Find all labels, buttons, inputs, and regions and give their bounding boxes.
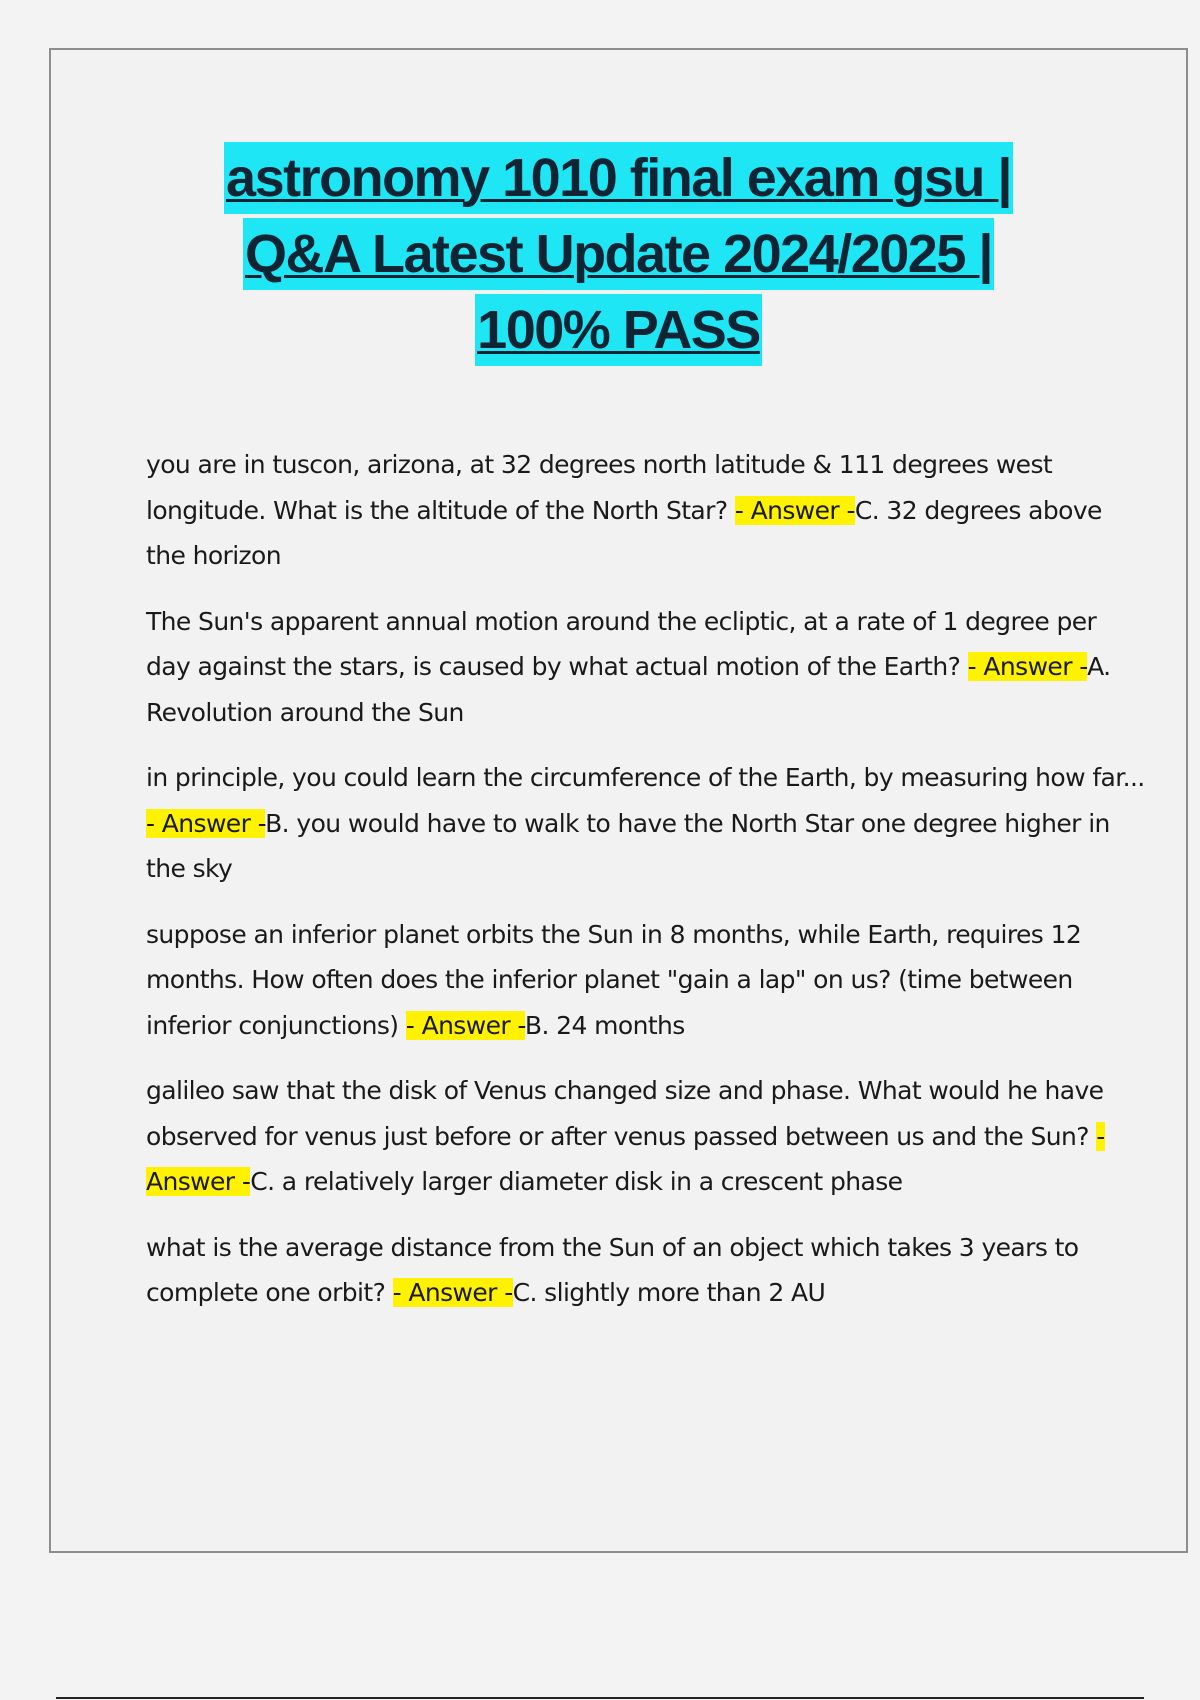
answer-text: A. Revolution around the Sun (146, 652, 1111, 727)
question-text: you are in tuscon, arizona, at 32 degrees north latitude & 111 degrees west longitude. What is the altitude of the North Star? (146, 450, 1053, 525)
answer-marker: - Answer - (405, 1010, 525, 1040)
title-line-1: astronomy 1010 final exam gsu | (224, 142, 1013, 214)
question-text: suppose an inferior planet orbits the Sun in 8 months, while Earth, requires 12 months. How often does the inferior planet "gain a lap" on us? (time between inferior conjunctions) (146, 919, 1082, 1040)
qa-item (146, 755, 1146, 892)
answer-marker: - Answer - (967, 652, 1088, 681)
answer-text: C. a relatively larger diameter disk in a crescent phase (250, 1167, 903, 1196)
qa-item (146, 599, 1146, 736)
answer-text: C. 32 degrees above the horizon (146, 495, 1102, 570)
answer-text: B. 24 months (524, 1010, 685, 1040)
qa-list (146, 442, 1146, 1336)
question-text: The Sun's apparent annual motion around the ecliptic, at a rate of 1 degree per day against the stars, is caused by what actual motion of the Earth? (146, 606, 1097, 681)
answer-marker: - Answer - (392, 1278, 513, 1307)
question-text: galileo saw that the disk of Venus changed size and phase. What would he have observed for venus just before or after venus passed between us and the Sun? (146, 1076, 1104, 1151)
answer-marker: - Answer - (146, 808, 266, 838)
document-frame (49, 48, 1188, 1553)
answer-marker: - Answer - (734, 495, 855, 525)
answer-marker: - Answer - (146, 1121, 1105, 1196)
document-title (51, 142, 1186, 370)
bottom-divider (56, 1697, 1144, 1699)
question-text: in principle, you could learn the circumference of the Earth, by measuring how far... (146, 763, 1145, 792)
question-text: what is the average distance from the Sun of an object which takes 3 years to complete one orbit? (146, 1232, 1079, 1307)
qa-item (146, 442, 1146, 579)
qa-item (146, 1225, 1146, 1316)
qa-item (146, 912, 1146, 1049)
title-line-2: Q&A Latest Update 2024/2025 | (243, 218, 994, 290)
answer-text: B. you would have to walk to have the North Star one degree higher in the sky (146, 808, 1110, 883)
answer-text: C. slightly more than 2 AU (512, 1278, 826, 1307)
qa-item (146, 1068, 1146, 1205)
title-line-3: 100% PASS (475, 294, 762, 366)
